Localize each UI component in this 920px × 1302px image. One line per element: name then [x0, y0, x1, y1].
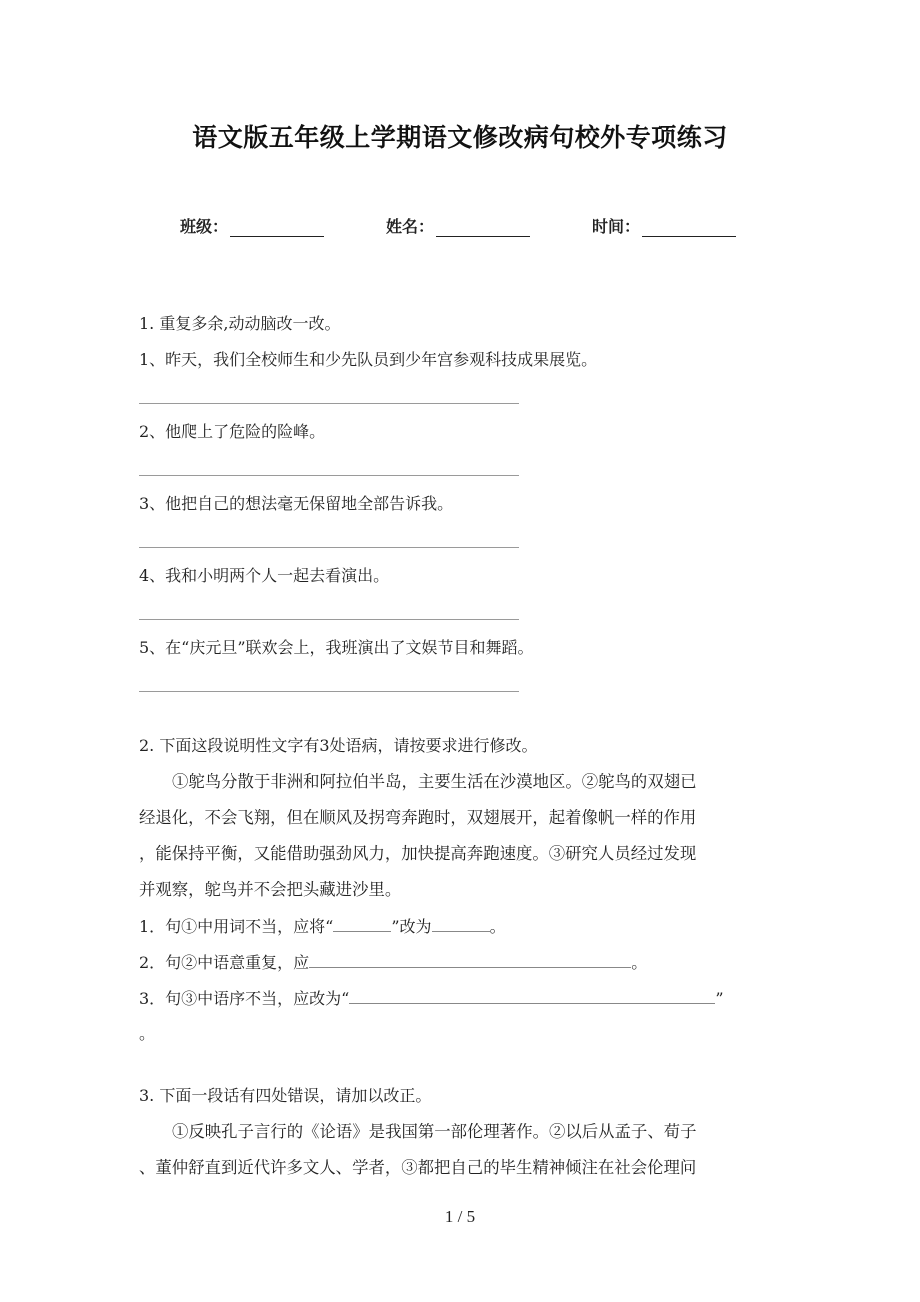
section3-paragraph-line: ①反映孔子言行的《论语》是我国第一部伦理著作。②以后从孟子、荀子: [172, 1122, 697, 1141]
q3-trailing-period: 。: [139, 1024, 156, 1043]
page-number: 1 / 5: [444, 1207, 476, 1226]
name-field: [386, 214, 530, 237]
q2-suffix: 。: [631, 953, 648, 972]
section2-paragraph-line: ，能保持平衡，又能借助强劲风力，加快提高奔跑速度。③研究人员经过发现: [139, 844, 697, 863]
q1-blank-replacement[interactable]: [432, 916, 490, 932]
answer-line[interactable]: [139, 403, 519, 404]
q2-prefix: 2．句②中语意重复，应: [139, 953, 310, 972]
section1-item: 3、他把自己的想法毫无保留地全部告诉我。: [139, 494, 454, 513]
section2-question-1: [139, 916, 506, 937]
name-label: 姓名：: [386, 217, 435, 236]
class-blank[interactable]: [230, 220, 324, 237]
section1-heading: 1. 重复多余,动动脑改一改。: [139, 314, 341, 333]
section2-question-2: [139, 952, 647, 973]
q1-blank-original[interactable]: [333, 916, 391, 932]
q1-suffix: 。: [489, 917, 506, 936]
class-label: 班级：: [180, 217, 229, 236]
answer-line[interactable]: [139, 547, 519, 548]
answer-line[interactable]: [139, 691, 519, 692]
section2-paragraph-line: 并观察，鸵鸟并不会把头藏进沙里。: [139, 880, 402, 899]
section2-heading: 2. 下面这段说明性文字有3处语病，请按要求进行修改。: [139, 736, 538, 755]
time-field: [592, 214, 736, 237]
section3-heading: 3. 下面一段话有四处错误，请加以改正。: [139, 1086, 432, 1105]
q1-prefix: 1．句①中用词不当，应将“: [139, 917, 334, 936]
section2-paragraph-line: ①鸵鸟分散于非洲和阿拉伯半岛，主要生活在沙漠地区。②鸵鸟的双翅已: [172, 772, 697, 791]
q3-suffix: ”: [715, 989, 724, 1008]
q3-prefix: 3．句③中语序不当，应改为“: [139, 989, 350, 1008]
q3-blank[interactable]: [349, 988, 715, 1004]
name-blank[interactable]: [436, 220, 530, 237]
q1-middle: ”改为: [391, 917, 432, 936]
document-title: 语文版五年级上学期语文修改病句校外专项练习: [192, 123, 728, 152]
section1-item: 1、昨天，我们全校师生和少先队员到少年宫参观科技成果展览。: [139, 350, 598, 369]
section1-item: 5、在“庆元旦”联欢会上，我班演出了文娱节目和舞蹈。: [139, 638, 534, 657]
answer-line[interactable]: [139, 619, 519, 620]
section3-paragraph-line: 、董仲舒直到近代许多文人、学者，③都把自己的毕生精神倾注在社会伦理问: [139, 1158, 697, 1177]
answer-line[interactable]: [139, 475, 519, 476]
q2-blank[interactable]: [309, 952, 631, 968]
section1-item: 2、他爬上了危险的险峰。: [139, 422, 326, 441]
time-label: 时间：: [592, 217, 641, 236]
section1-item: 4、我和小明两个人一起去看演出。: [139, 566, 390, 585]
time-blank[interactable]: [642, 220, 736, 237]
class-field: [180, 214, 324, 237]
section2-question-3: [139, 988, 724, 1009]
section2-paragraph-line: 经退化，不会飞翔，但在顺风及拐弯奔跑时，双翅展开，起着像帆一样的作用: [139, 808, 697, 827]
